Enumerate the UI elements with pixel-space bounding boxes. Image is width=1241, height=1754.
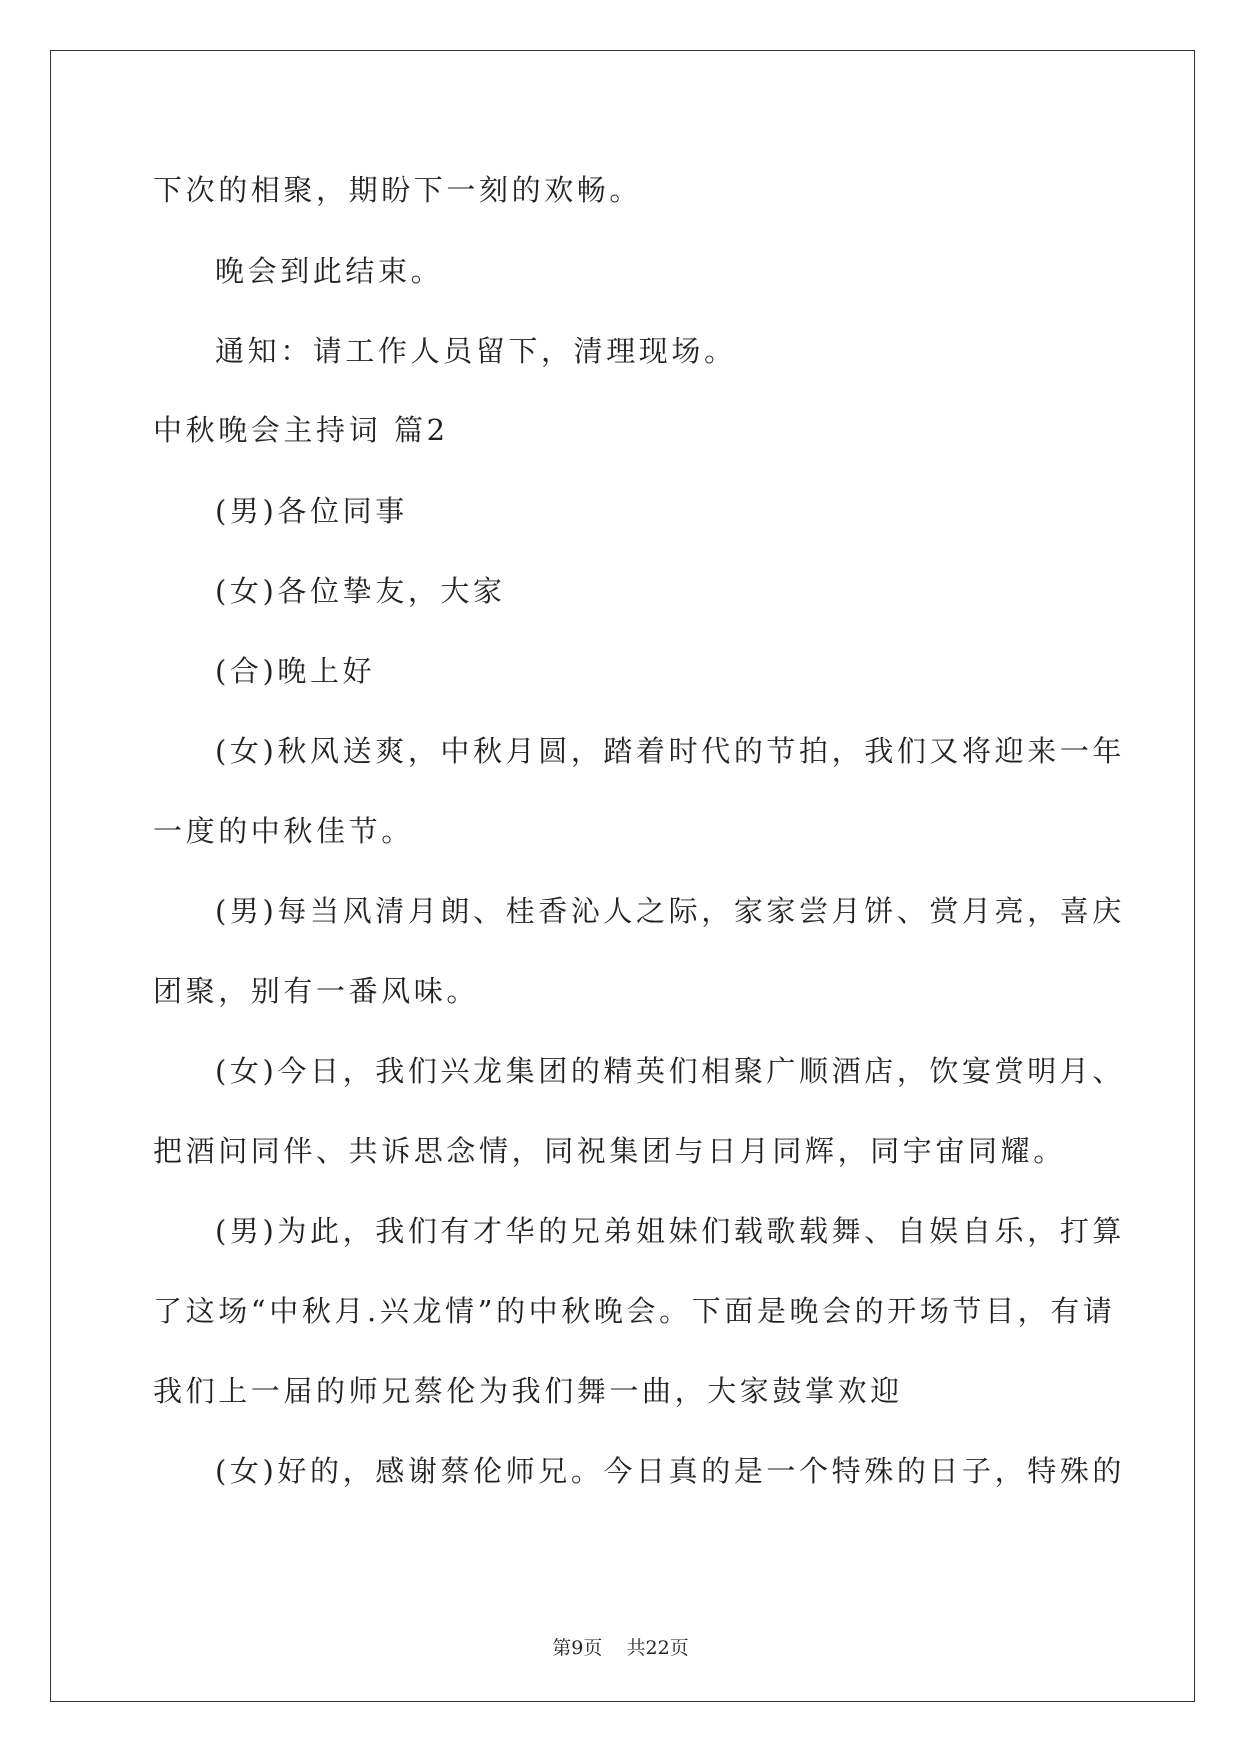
text-line: (女)好的，感谢蔡伦师兄。今日真的是一个特殊的日子，特殊的 bbox=[215, 1454, 1126, 1488]
text-line: 晚会到此结束。 bbox=[215, 254, 444, 288]
text-line: 我们上一届的师兄蔡伦为我们舞一曲，大家鼓掌欢迎 bbox=[153, 1374, 903, 1408]
text-line: 团聚，别有一番风味。 bbox=[153, 974, 480, 1008]
page-footer bbox=[0, 1636, 1241, 1660]
text-line: (男)每当风清月朗、桂香沁人之际，家家尝月饼、赏月亮，喜庆 bbox=[215, 894, 1126, 928]
text-line: 把酒问同伴、共诉思念情，同祝集团与日月同辉，同宇宙同耀。 bbox=[153, 1134, 1066, 1168]
text-line: (女)各位挚友，大家 bbox=[215, 574, 506, 608]
text-line: (合)晚上好 bbox=[215, 654, 376, 688]
page-number: 第9页 bbox=[552, 1637, 603, 1659]
text-line: (男)为此，我们有才华的兄弟姐妹们载歌载舞、自娱自乐，打算 bbox=[215, 1214, 1126, 1248]
text-line: 通知：请工作人员留下，清理现场。 bbox=[215, 334, 737, 368]
text-line: (女)今日，我们兴龙集团的精英们相聚广顺酒店，饮宴赏明月、 bbox=[215, 1054, 1126, 1088]
text-line: 下次的相聚，期盼下一刻的欢畅。 bbox=[153, 173, 643, 207]
text-line: 一度的中秋佳节。 bbox=[153, 814, 414, 848]
text-line: (女)秋风送爽，中秋月圆，踏着时代的节拍，我们又将迎来一年 bbox=[215, 734, 1126, 768]
text-line: (男)各位同事 bbox=[215, 494, 408, 528]
section-heading: 中秋晚会主持词 篇2 bbox=[153, 413, 449, 447]
text-line: 了这场“中秋月.兴龙情”的中秋晚会。下面是晚会的开场节目，有请 bbox=[153, 1294, 1116, 1328]
total-pages: 共22页 bbox=[626, 1637, 689, 1659]
